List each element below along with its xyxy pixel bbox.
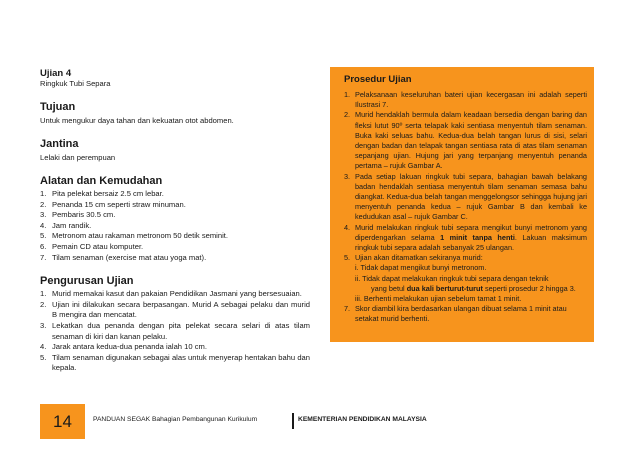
list-item: 3. Pembaris 30.5 cm. <box>40 210 116 220</box>
sub-item-ii-cont: yang betul dua kali berturut-turut seperti prosedur 2 hingga 3. <box>371 283 576 293</box>
left-column <box>40 68 310 374</box>
prosedur-list <box>344 90 587 263</box>
list-item: 3. Lekatkan dua penanda dengan pita pelekat secara selari di atas tilam senaman di kiri dan kanan pelaku. <box>40 320 310 341</box>
list-item: 4. Jarak antara kedua-dua penanda ialah 10 cm. <box>40 342 207 352</box>
list-item: 6. Pemain CD atau komputer. <box>40 241 144 251</box>
alatan-heading: Alatan dan Kemudahan <box>40 175 163 187</box>
list-item: 5. Metronom atau rakaman metronom 50 detik seminit. <box>40 231 228 241</box>
jantina-heading: Jantina <box>40 138 79 150</box>
list-item: 5. Tilam senaman digunakan sebagai alas untuk menyerap hentakan bahu dan kepala. <box>40 352 310 373</box>
footer-divider <box>292 413 294 429</box>
page-number: 14 <box>40 404 85 439</box>
pengurusan-heading: Pengurusan Ujian <box>40 275 134 288</box>
footer-right-text: KEMENTERIAN PENDIDIKAN MALAYSIA <box>298 416 427 423</box>
alatan-list <box>40 189 310 263</box>
list-item: 7. Skor diambil kira berdasarkan ulangan dibuat selama 1 minit atau <box>344 304 567 314</box>
list-item: 7. Tilam senaman (exercise mat atau yoga mat). <box>40 252 207 262</box>
tujuan-text: Untuk mengukur daya tahan dan kekuatan otot abdomen. <box>40 116 234 125</box>
test-subtitle: Ringkuk Tubi Separa <box>40 79 111 88</box>
sub-item-iii: iii. Berhenti melakukan ujian sebelum tamat 1 minit. <box>355 294 522 304</box>
page-footer <box>40 404 600 439</box>
list-item: 3. Pada setiap lakuan ringkuk tubi separa, bahagian bawah belakang badan hendaklah sentiasa menyentuh tilam senaman semasa bahu diangkat. Kedua-dua belah tangan menggelongsor sehingga hujung jari menyentuh penanda kedua – rujuk Gambar B dan kembali ke kedudukan asal – rujuk Gambar C. <box>344 171 587 222</box>
list-item: 4. Murid melakukan ringkuk tubi separa mengikut bunyi metronom yang diperdengarkan selama 1 minit tanpa henti. Lakuan maksimum ringkuk tubi separa adalah sebanyak 25 ulangan. <box>344 222 588 253</box>
item-7-cont: setakat murid berhenti. <box>355 314 430 324</box>
jantina-text: Lelaki dan perempuan <box>40 153 116 162</box>
sub-item-i: i. Tidak dapat mengikut bunyi metronom. <box>355 263 487 273</box>
prosedur-heading: Prosedur Ujian <box>344 74 412 85</box>
prosedur-box <box>330 67 594 342</box>
list-item: 1. Pita pelekat bersaiz 2.5 cm lebar. <box>40 189 164 198</box>
test-title: Ujian 4 <box>40 68 72 79</box>
sub-item-ii: ii. Tidak dapat melakukan ringkuk tubi separa dengan teknik <box>355 273 549 283</box>
list-item: 2. Ujian ini dilakukan secara berpasangan. Murid A sebagai pelaku dan murid B mengira dan mencatat. <box>40 299 310 320</box>
pengurusan-list <box>40 289 310 374</box>
prosedur-list-cont <box>344 304 587 314</box>
list-item: 1. Pelaksanaan keseluruhan bateri ujian kecergasan ini adalah seperti Ilustrasi 7. <box>344 90 587 110</box>
list-item: 1. Murid memakai kasut dan pakaian Pendidikan Jasmani yang bersesuaian. <box>40 289 302 299</box>
list-item: 4. Jam randik. <box>40 220 92 230</box>
list-item: 2. Murid hendaklah bermula dalam keadaan bersedia dengan baring dan fleksi lutut 90º serta telapak kaki sentiasa menyentuh tilam senaman. Buka kaki seluas bahu. Kedua-dua belah tangan lurus di sisi, selari dengan badan dan telapak tangan sentiasa rata di atas tilam senaman sepanjang ujian. Hujung jari yang terpanjang menyentuh penanda pertama – rujuk Gambar A. <box>344 110 587 171</box>
footer-left-text: PANDUAN SEGAK Bahagian Pembangunan Kurikulum <box>93 416 258 423</box>
list-item: 2. Penanda 15 cm seperti straw minuman. <box>40 199 186 209</box>
list-item: 5. Ujian akan ditamatkan sekiranya murid: <box>344 253 483 263</box>
tujuan-heading: Tujuan <box>40 101 76 113</box>
